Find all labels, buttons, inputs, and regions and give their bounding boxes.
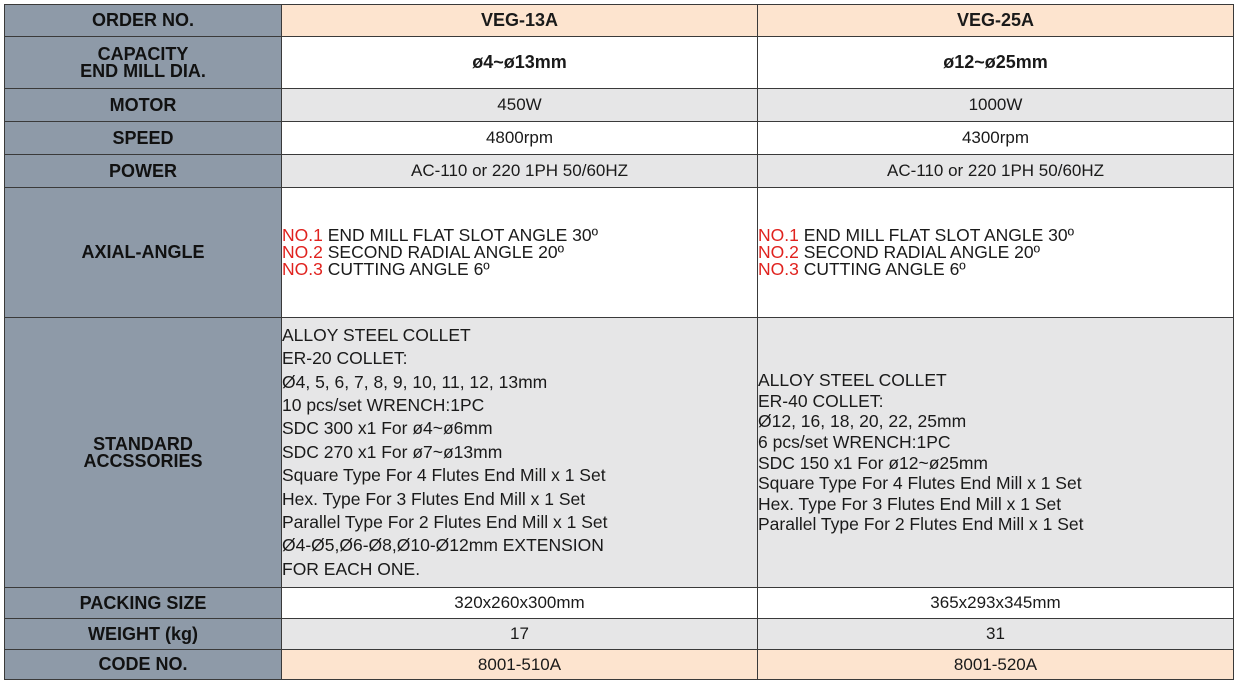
accessory-line: Ø4-Ø5,Ø6-Ø8,Ø10-Ø12mm EXTENSION xyxy=(282,535,604,556)
power-veg-13a: AC-110 or 220 1PH 50/60HZ xyxy=(282,155,758,188)
accessory-line: Square Type For 4 Flutes End Mill x 1 Set xyxy=(282,465,606,486)
axial-no: NO.1 xyxy=(758,225,799,245)
axial-text: CUTTING ANGLE 6º xyxy=(322,259,490,279)
row-motor xyxy=(5,89,1234,122)
label-standard-accessories xyxy=(5,318,282,588)
label-axial-angle: AXIAL-ANGLE xyxy=(5,188,282,318)
axial-no: NO.1 xyxy=(282,225,323,245)
label-capacity-line1: CAPACITY xyxy=(97,43,189,64)
accessory-line: ALLOY STEEL COLLET xyxy=(758,370,947,391)
label-order-no: ORDER NO. xyxy=(5,5,282,37)
model-veg-25a: VEG-25A xyxy=(758,5,1234,37)
row-power xyxy=(5,155,1234,188)
row-capacity xyxy=(5,37,1234,89)
axial-text: CUTTING ANGLE 6º xyxy=(798,259,966,279)
axial-text: END MILL FLAT SLOT ANGLE 30º xyxy=(322,225,599,245)
accessory-line: SDC 300 x1 For ø4~ø6mm xyxy=(282,418,493,439)
label-speed: SPEED xyxy=(5,122,282,155)
label-capacity-line2: END MILL DIA. xyxy=(80,60,206,81)
code-veg-13a: 8001-510A xyxy=(282,650,758,680)
label-code-no: CODE NO. xyxy=(5,650,282,680)
packing-veg-25a: 365x293x345mm xyxy=(758,588,1234,619)
accessory-line: Hex. Type For 3 Flutes End Mill x 1 Set xyxy=(282,488,586,509)
row-packing-size xyxy=(5,588,1234,619)
axial-no: NO.2 xyxy=(282,242,323,262)
code-veg-25a: 8001-520A xyxy=(758,650,1234,680)
axial-text: END MILL FLAT SLOT ANGLE 30º xyxy=(798,225,1075,245)
accessory-line: Ø12, 16, 18, 20, 22, 25mm xyxy=(758,411,967,432)
axial-text: SECOND RADIAL ANGLE 20º xyxy=(322,242,564,262)
label-packing-size: PACKING SIZE xyxy=(5,588,282,619)
axial-no: NO.3 xyxy=(282,259,323,279)
speed-veg-13a: 4800rpm xyxy=(282,122,758,155)
label-capacity xyxy=(5,37,282,89)
row-weight xyxy=(5,619,1234,650)
speed-veg-25a: 4300rpm xyxy=(758,122,1234,155)
capacity-veg-13a: ø4~ø13mm xyxy=(282,37,758,89)
label-power: POWER xyxy=(5,155,282,188)
label-motor: MOTOR xyxy=(5,89,282,122)
accessory-line: FOR EACH ONE. xyxy=(282,558,421,579)
axial-veg-13a xyxy=(282,188,758,318)
axial-item xyxy=(282,261,757,278)
axial-no: NO.2 xyxy=(758,242,799,262)
axial-no: NO.3 xyxy=(758,259,799,279)
accessory-line: Parallel Type For 2 Flutes End Mill x 1 Set xyxy=(282,512,608,533)
axial-text: SECOND RADIAL ANGLE 20º xyxy=(798,242,1040,262)
accessories-veg-25a xyxy=(758,318,1234,588)
accessory-line: SDC 150 x1 For ø12~ø25mm xyxy=(758,452,989,473)
accessory-line: Hex. Type For 3 Flutes End Mill x 1 Set xyxy=(758,493,1062,514)
accessory-line: Ø4, 5, 6, 7, 8, 9, 10, 11, 12, 13mm xyxy=(282,371,548,392)
label-accessories-line1: STANDARD xyxy=(93,433,193,454)
weight-veg-25a: 31 xyxy=(758,619,1234,650)
capacity-veg-25a: ø12~ø25mm xyxy=(758,37,1234,89)
accessory-line: ER-20 COLLET: xyxy=(282,348,408,369)
row-order-no xyxy=(5,5,1234,37)
axial-item xyxy=(758,261,1233,278)
motor-veg-25a: 1000W xyxy=(758,89,1234,122)
accessory-line: 6 pcs/set WRENCH:1PC xyxy=(758,431,951,452)
label-accessories-line2: ACCSSORIES xyxy=(83,450,203,471)
accessory-line: Parallel Type For 2 Flutes End Mill x 1 Set xyxy=(758,514,1084,535)
accessories-veg-13a xyxy=(282,318,758,588)
accessory-line: 10 pcs/set WRENCH:1PC xyxy=(282,394,485,415)
row-axial-angle xyxy=(5,188,1234,318)
accessory-line: SDC 270 x1 For ø7~ø13mm xyxy=(282,441,503,462)
spec-table xyxy=(4,4,1234,680)
accessory-line: Square Type For 4 Flutes End Mill x 1 Set xyxy=(758,473,1082,494)
motor-veg-13a: 450W xyxy=(282,89,758,122)
label-weight: WEIGHT (kg) xyxy=(5,619,282,650)
row-standard-accessories xyxy=(5,318,1234,588)
accessory-line: ALLOY STEEL COLLET xyxy=(282,324,471,345)
model-veg-13a: VEG-13A xyxy=(282,5,758,37)
accessory-line: ER-40 COLLET: xyxy=(758,390,884,411)
packing-veg-13a: 320x260x300mm xyxy=(282,588,758,619)
row-code-no xyxy=(5,650,1234,680)
axial-veg-25a xyxy=(758,188,1234,318)
row-speed xyxy=(5,122,1234,155)
power-veg-25a: AC-110 or 220 1PH 50/60HZ xyxy=(758,155,1234,188)
weight-veg-13a: 17 xyxy=(282,619,758,650)
